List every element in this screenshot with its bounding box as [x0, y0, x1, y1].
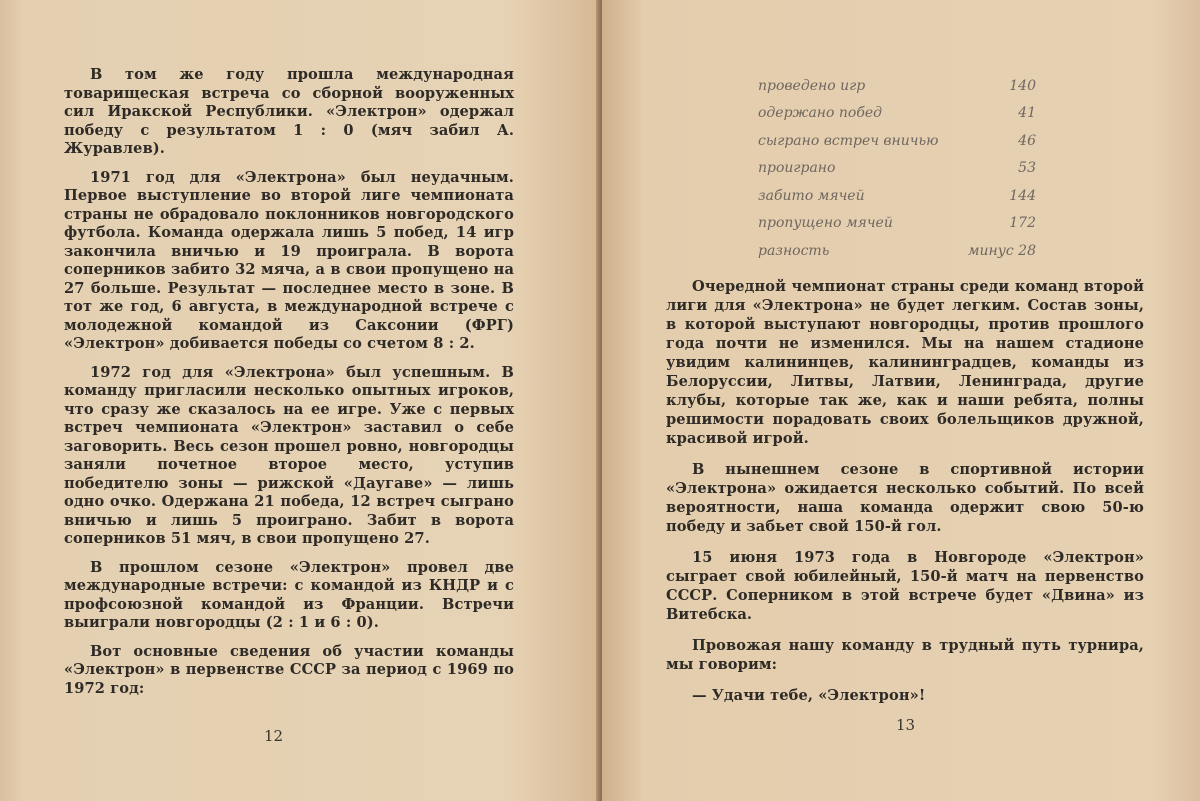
- stats-row: [758, 237, 1036, 265]
- stats-row: [758, 210, 1036, 238]
- left-paragraph-4: В прошлом сезоне «Электрон» провел две международные встречи: с командой из КНДР и с профсоюзной командой из Франции. Встречи выиграли новгородцы (2 : 1 и 6 : 0).: [64, 558, 514, 631]
- page-number-left: 12: [264, 727, 284, 745]
- right-paragraph-4: Провожая нашу команду в трудный путь турнира, мы говорим:: [666, 636, 1144, 673]
- left-paragraph-1: В том же году прошла международная товарищеская встреча со сборной вооруженных сил Иракской Республики. «Электрон» одержал победу с результатом 1 : 0 (мяч забил А. Журавлев).: [64, 66, 514, 157]
- left-paragraph-3: 1972 год для «Электрона» был успешным. В команду пригласили несколько опытных игроков, что сразу же сказалось на ее игре. Уже с первых встреч чемпионата «Электрон» заставил о себе заговорить. Весь сезон прошел ровно, новгородцы заняли почетное второе место, уступив победителю зоны — рижской «Даугаве» — лишь одно очко. Одержана 21 победа, 12 встреч сыграно вничью и лишь 5 проиграно. Забит в ворота соперников 51 мяч, в свои пропущено 27.: [64, 363, 514, 547]
- right-paragraph-5: — Удачи тебе, «Электрон»!: [692, 686, 926, 704]
- right-paragraph-1: Очередной чемпионат страны среди команд второй лиги для «Электрона» не будет легким. Состав зоны, в которой выступают новгородцы, против прошлого года почти не изменился. Мы на нашем стадионе увидим калининцев, калининградцев, команды из Белоруссии, Литвы, Латвии, Ленинграда, другие клубы, которые так же, как и наши ребята, полны решимости порадовать своих болельщиков дружной, красивой игрой.: [666, 277, 1144, 447]
- stats-row: [758, 100, 1036, 128]
- stats-label: сыграно встреч вничью: [758, 132, 939, 149]
- stats-value: минус 28: [967, 242, 1036, 259]
- stats-value: 172: [1009, 215, 1036, 232]
- left-paragraph-2: 1971 год для «Электрона» был неудачным. Первое выступление во второй лиге чемпионата страны не обрадовало поклонников новгородского футбола. Команда одержала лишь 5 побед, 14 игр закончила вничью и 19 проиграла. В ворота соперников забито 32 мяча, а в свои пропущено на 27 больше. Результат — последнее место в зоне. В тот же год, 6 августа, в международной встрече с молодежной командой из Саксонии (ФРГ) «Электрон» добивается победы со счетом 8 : 2.: [64, 168, 514, 352]
- page-number-right: 13: [896, 716, 916, 734]
- stats-row: [758, 72, 1036, 100]
- stats-label: разность: [758, 242, 830, 259]
- stats-value: 144: [1009, 187, 1036, 204]
- stats-label: проиграно: [758, 160, 836, 177]
- statistics-table: [758, 72, 1036, 265]
- right-text-column: [666, 72, 1144, 717]
- stats-row: [758, 155, 1036, 183]
- stats-label: пропущено мячей: [758, 215, 893, 232]
- stats-label: проведено игр: [758, 77, 866, 94]
- stats-row: [758, 127, 1036, 155]
- stats-row: [758, 182, 1036, 210]
- left-page: [0, 0, 598, 801]
- right-paragraph-2: В нынешнем сезоне в спортивной истории «Электрона» ожидается несколько событий. По всей вероятности, наша команда одержит свою 50-ю победу и забьет свой 150-й гол.: [666, 460, 1144, 535]
- right-page: [602, 0, 1200, 801]
- stats-value: 46: [1018, 132, 1036, 149]
- left-paragraph-5: Вот основные сведения об участии команды «Электрон» в первенстве СССР за период с 1969 по 1972 год:: [64, 642, 514, 697]
- stats-value: 41: [1018, 105, 1036, 122]
- right-paragraph-3: 15 июня 1973 года в Новгороде «Электрон» сыграет свой юбилейный, 150-й матч на первенство СССР. Соперником в этой встрече будет «Двина» из Витебска.: [666, 548, 1144, 623]
- stats-label: забито мячей: [758, 187, 865, 204]
- stats-value: 140: [1009, 77, 1036, 94]
- left-text-column: [64, 66, 514, 708]
- stats-label: одержано побед: [758, 105, 883, 122]
- stats-value: 53: [1018, 160, 1036, 177]
